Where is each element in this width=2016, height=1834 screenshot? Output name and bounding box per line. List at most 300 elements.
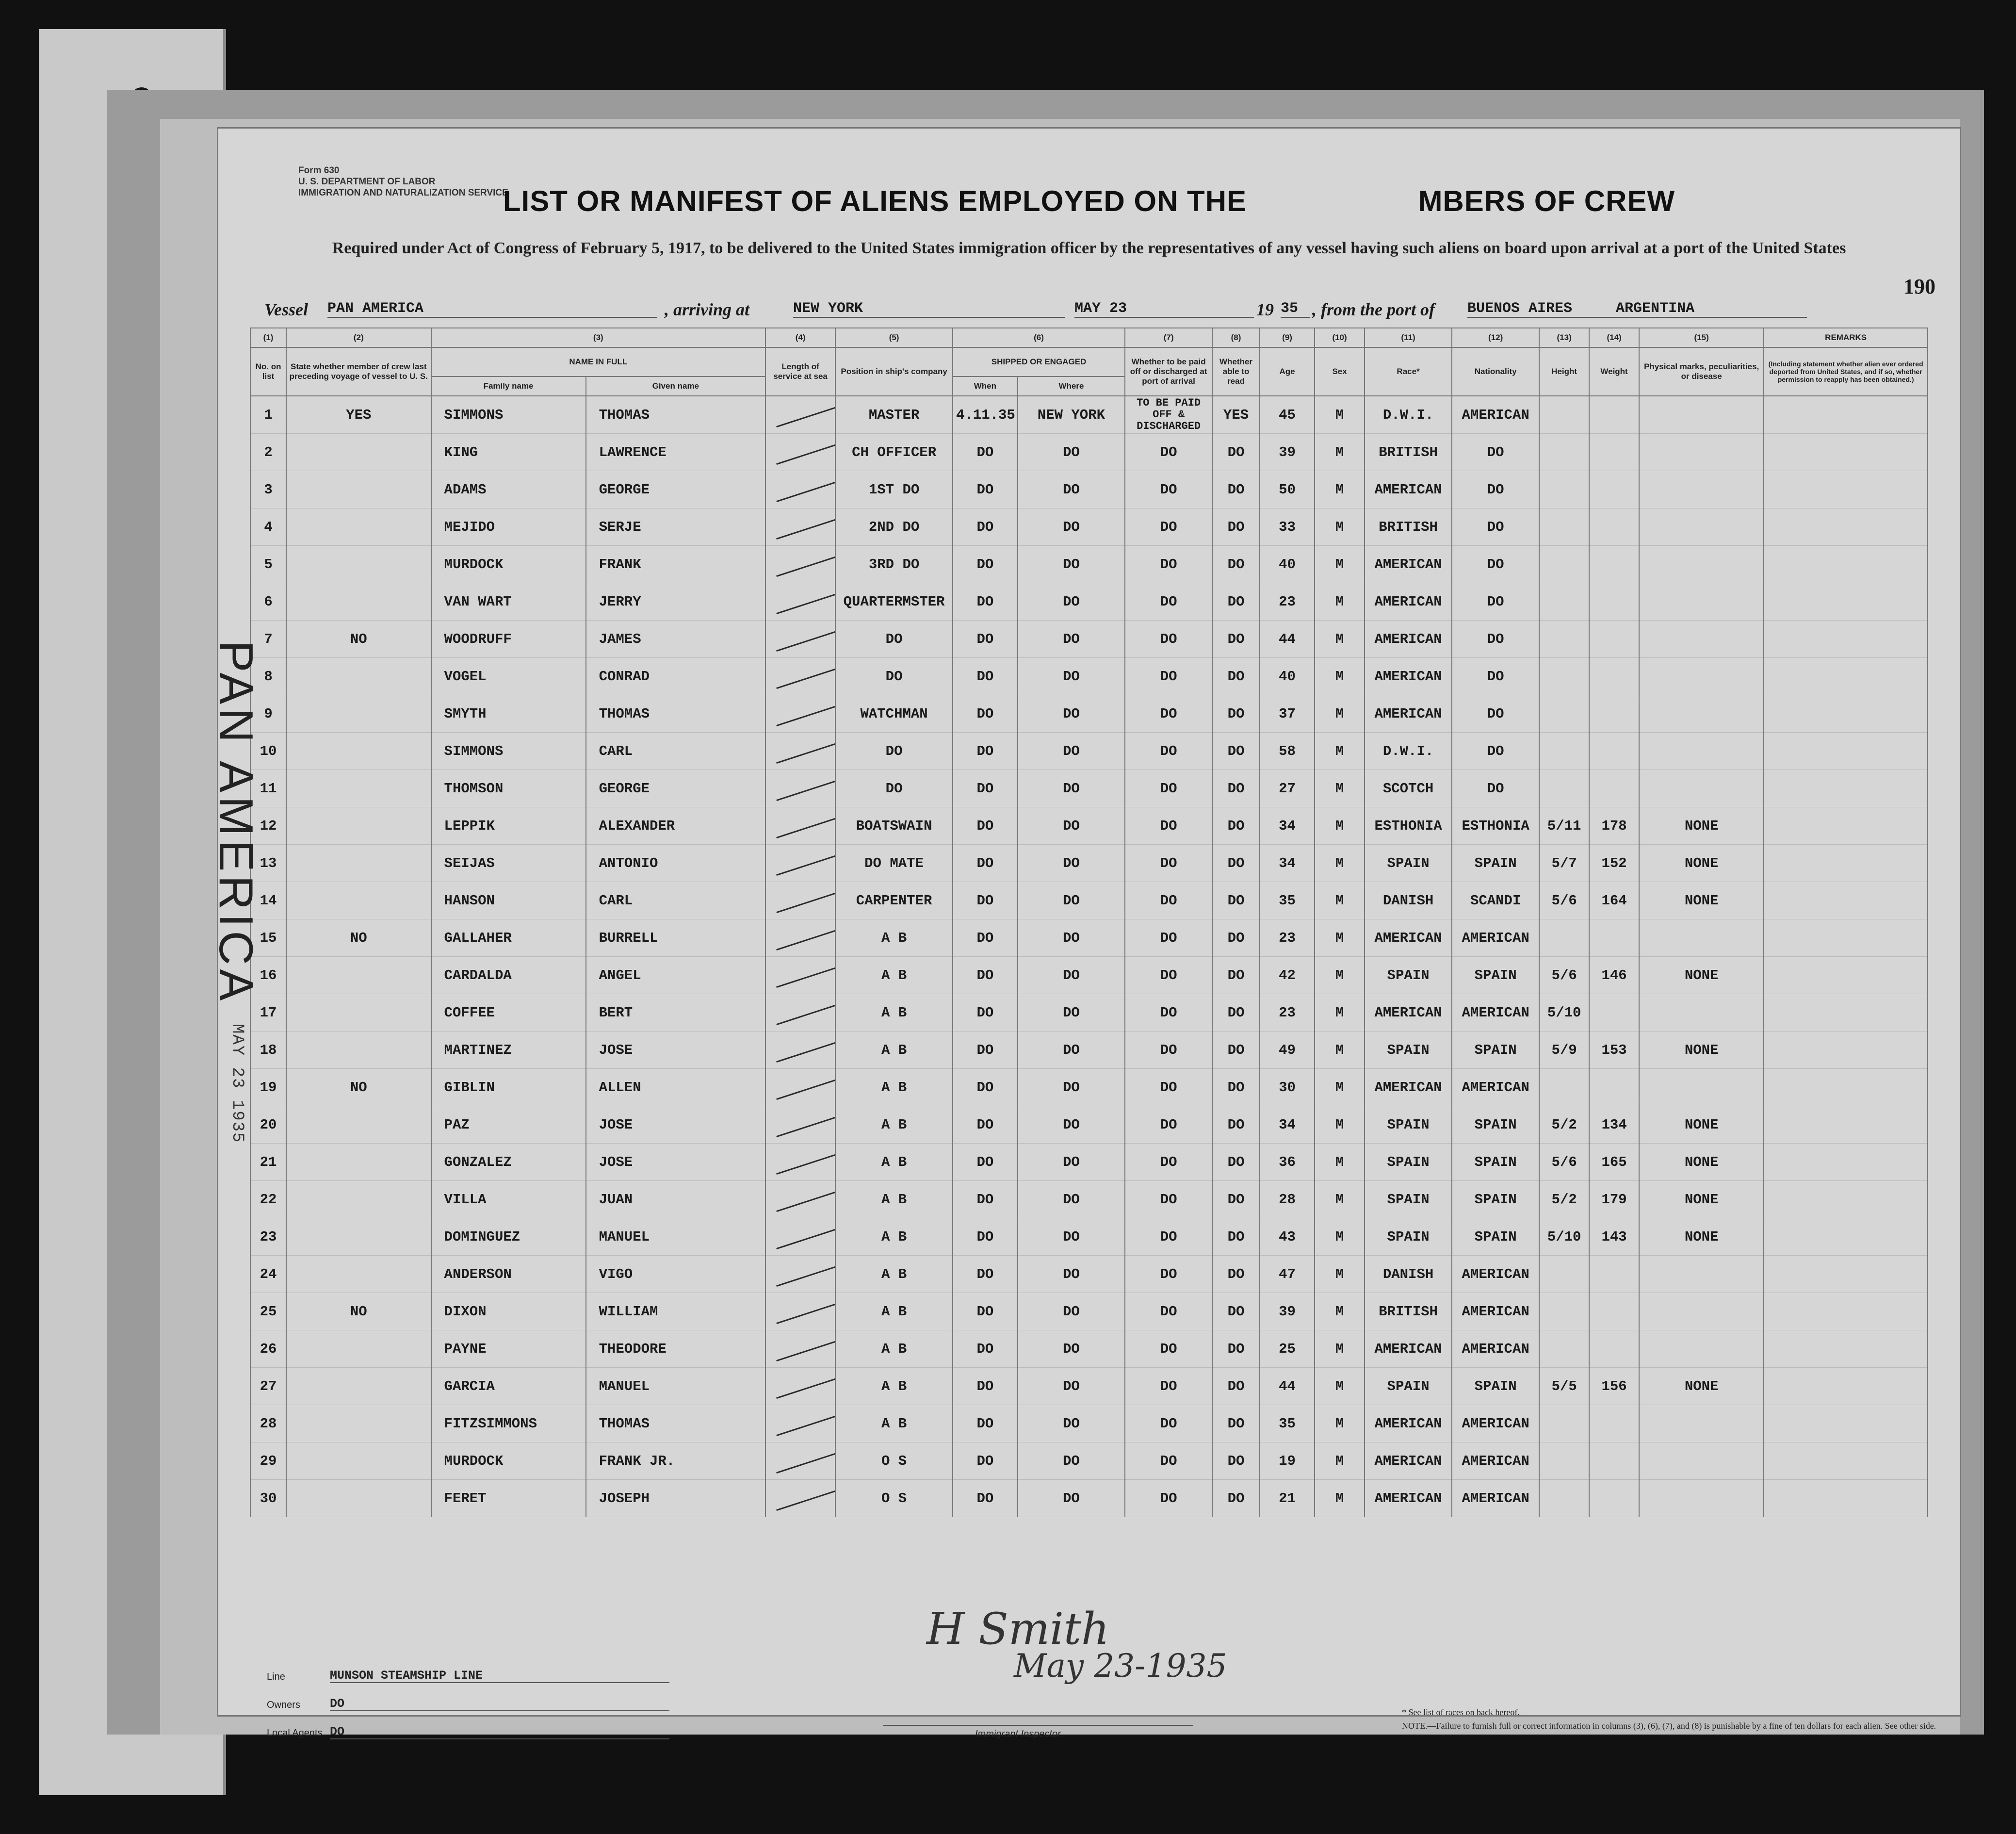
crew-manifest-table xyxy=(250,328,1928,1517)
cell-age: 23 xyxy=(1260,994,1315,1032)
cell-position: A B xyxy=(835,1181,953,1218)
cell-race: SPAIN xyxy=(1365,1032,1452,1069)
vessel-label: Vessel xyxy=(264,300,308,319)
col-num: (15) xyxy=(1639,328,1764,347)
table-row xyxy=(250,1032,1928,1069)
cell-paid-off: DO xyxy=(1125,434,1212,471)
cell-sex: M xyxy=(1315,621,1365,658)
cell-shipped-when: DO xyxy=(953,1405,1018,1442)
cell-given-name: THOMAS xyxy=(586,695,766,733)
cell-physical-marks xyxy=(1639,1330,1764,1368)
cell-list-no: 24 xyxy=(250,1256,286,1293)
cell-position: A B xyxy=(835,1069,953,1106)
cell-physical-marks: NONE xyxy=(1639,1218,1764,1256)
cell-given-name: THEODORE xyxy=(586,1330,766,1368)
cell-given-name: GEORGE xyxy=(586,770,766,807)
cell-family-name: PAYNE xyxy=(431,1330,586,1368)
cell-able-read: DO xyxy=(1212,508,1260,546)
cell-able-read: DO xyxy=(1212,807,1260,845)
cell-physical-marks xyxy=(1639,733,1764,770)
service-length-mark xyxy=(765,882,835,919)
cell-nationality: AMERICAN xyxy=(1452,994,1539,1032)
cell-race: AMERICAN xyxy=(1365,919,1452,957)
cell-shipped-when: DO xyxy=(953,1480,1018,1517)
col-num: (8) xyxy=(1212,328,1260,347)
cell-prev-voyage xyxy=(286,1218,431,1256)
cell-height: 5/7 xyxy=(1539,845,1589,882)
cell-position: 3RD DO xyxy=(835,546,953,583)
cell-paid-off: DO xyxy=(1125,1480,1212,1517)
cell-height xyxy=(1539,471,1589,508)
cell-race: SPAIN xyxy=(1365,1218,1452,1256)
cell-nationality: AMERICAN xyxy=(1452,1442,1539,1480)
cell-weight xyxy=(1589,1069,1639,1106)
cell-age: 39 xyxy=(1260,1293,1315,1330)
cell-position: A B xyxy=(835,1144,953,1181)
cell-prev-voyage xyxy=(286,658,431,695)
cell-shipped-where: DO xyxy=(1018,1144,1125,1181)
remarks-cell xyxy=(1764,994,1928,1032)
remarks-cell xyxy=(1764,658,1928,695)
cell-age: 58 xyxy=(1260,733,1315,770)
cell-family-name: THOMSON xyxy=(431,770,586,807)
cell-able-read: DO xyxy=(1212,770,1260,807)
cell-height xyxy=(1539,770,1589,807)
cell-family-name: MURDOCK xyxy=(431,546,586,583)
cell-physical-marks xyxy=(1639,396,1764,434)
table-row xyxy=(250,1069,1928,1106)
cell-shipped-where: DO xyxy=(1018,583,1125,621)
remarks-cell xyxy=(1764,621,1928,658)
cell-prev-voyage xyxy=(286,1256,431,1293)
cell-nationality: SPAIN xyxy=(1452,957,1539,994)
col-list-no: No. on list xyxy=(250,347,286,396)
cell-weight xyxy=(1589,1293,1639,1330)
cell-race: AMERICAN xyxy=(1365,658,1452,695)
col-num: (14) xyxy=(1589,328,1639,347)
cell-able-read: DO xyxy=(1212,695,1260,733)
cell-prev-voyage xyxy=(286,845,431,882)
cell-age: 23 xyxy=(1260,583,1315,621)
cell-list-no: 21 xyxy=(250,1144,286,1181)
cell-nationality: DO xyxy=(1452,770,1539,807)
cell-list-no: 30 xyxy=(250,1480,286,1517)
cell-physical-marks xyxy=(1639,994,1764,1032)
cell-list-no: 15 xyxy=(250,919,286,957)
cell-family-name: VAN WART xyxy=(431,583,586,621)
table-row xyxy=(250,1405,1928,1442)
cell-family-name: VILLA xyxy=(431,1181,586,1218)
cell-shipped-when: DO xyxy=(953,957,1018,994)
cell-shipped-when: DO xyxy=(953,994,1018,1032)
cell-weight xyxy=(1589,1256,1639,1293)
cell-height: 5/10 xyxy=(1539,1218,1589,1256)
cell-height xyxy=(1539,658,1589,695)
col-position: Position in ship's company xyxy=(835,347,953,396)
cell-able-read: DO xyxy=(1212,658,1260,695)
cell-weight xyxy=(1589,733,1639,770)
cell-sex: M xyxy=(1315,1405,1365,1442)
service-length-mark xyxy=(765,994,835,1032)
cell-age: 25 xyxy=(1260,1330,1315,1368)
cell-given-name: GEORGE xyxy=(586,471,766,508)
cell-shipped-when: DO xyxy=(953,770,1018,807)
service-length-mark xyxy=(765,1181,835,1218)
cell-position: A B xyxy=(835,1032,953,1069)
cell-race: AMERICAN xyxy=(1365,583,1452,621)
cell-physical-marks xyxy=(1639,508,1764,546)
table-row xyxy=(250,1293,1928,1330)
arriving-label: , arriving at xyxy=(665,300,750,319)
cell-weight xyxy=(1589,546,1639,583)
cell-prev-voyage xyxy=(286,1480,431,1517)
cell-paid-off: DO xyxy=(1125,994,1212,1032)
cell-shipped-when: DO xyxy=(953,1368,1018,1405)
cell-shipped-when: DO xyxy=(953,1330,1018,1368)
cell-shipped-when: DO xyxy=(953,1144,1018,1181)
remarks-cell xyxy=(1764,1181,1928,1218)
cell-height xyxy=(1539,396,1589,434)
cell-shipped-when: DO xyxy=(953,1032,1018,1069)
cell-given-name: BURRELL xyxy=(586,919,766,957)
col-name-in-full: NAME IN FULL xyxy=(431,347,766,377)
cell-age: 47 xyxy=(1260,1256,1315,1293)
cell-able-read: DO xyxy=(1212,1256,1260,1293)
cell-physical-marks xyxy=(1639,1442,1764,1480)
cell-given-name: FRANK xyxy=(586,546,766,583)
cell-paid-off: DO xyxy=(1125,807,1212,845)
cell-height xyxy=(1539,919,1589,957)
table-row xyxy=(250,845,1928,882)
remarks-cell xyxy=(1764,807,1928,845)
cell-position: A B xyxy=(835,1218,953,1256)
cell-list-no: 27 xyxy=(250,1368,286,1405)
signature-date: May 23-1935 xyxy=(1014,1647,1227,1685)
cell-race: AMERICAN xyxy=(1365,1480,1452,1517)
cell-able-read: DO xyxy=(1212,1181,1260,1218)
remarks-cell xyxy=(1764,1480,1928,1517)
cell-paid-off: DO xyxy=(1125,882,1212,919)
cell-family-name: SIMMONS xyxy=(431,733,586,770)
remarks-cell xyxy=(1764,1144,1928,1181)
cell-able-read: YES xyxy=(1212,396,1260,434)
cell-age: 43 xyxy=(1260,1218,1315,1256)
cell-list-no: 22 xyxy=(250,1181,286,1218)
cell-position: A B xyxy=(835,1330,953,1368)
cell-race: SPAIN xyxy=(1365,1368,1452,1405)
cell-paid-off: DO xyxy=(1125,957,1212,994)
cell-family-name: KING xyxy=(431,434,586,471)
remarks-cell xyxy=(1764,396,1928,434)
service-length-mark xyxy=(765,1069,835,1106)
cell-position: A B xyxy=(835,1106,953,1144)
cell-able-read: DO xyxy=(1212,1144,1260,1181)
cell-paid-off: DO xyxy=(1125,1405,1212,1442)
cell-family-name: HANSON xyxy=(431,882,586,919)
cell-nationality: SPAIN xyxy=(1452,1032,1539,1069)
table-row xyxy=(250,508,1928,546)
cell-sex: M xyxy=(1315,845,1365,882)
table-row xyxy=(250,994,1928,1032)
cell-list-no: 25 xyxy=(250,1293,286,1330)
cell-position: CARPENTER xyxy=(835,882,953,919)
cell-shipped-where: DO xyxy=(1018,658,1125,695)
cell-physical-marks: NONE xyxy=(1639,882,1764,919)
col-remarks-sub: (Including statement whether alien ever ordered deported from United States, and if so, whether permission to reapply has been obtained.) xyxy=(1764,347,1928,396)
cell-given-name: VIGO xyxy=(586,1256,766,1293)
cell-sex: M xyxy=(1315,1181,1365,1218)
service-length-mark xyxy=(765,658,835,695)
cell-height xyxy=(1539,621,1589,658)
cell-position: 2ND DO xyxy=(835,508,953,546)
cell-paid-off: DO xyxy=(1125,1106,1212,1144)
remarks-cell xyxy=(1764,546,1928,583)
cell-paid-off: DO xyxy=(1125,1144,1212,1181)
cell-height: 5/6 xyxy=(1539,1144,1589,1181)
cell-shipped-where: DO xyxy=(1018,695,1125,733)
cell-sex: M xyxy=(1315,658,1365,695)
cell-position: DO MATE xyxy=(835,845,953,882)
cell-prev-voyage: NO xyxy=(286,621,431,658)
cell-paid-off: DO xyxy=(1125,1032,1212,1069)
cell-shipped-when: DO xyxy=(953,1106,1018,1144)
cell-nationality: SCANDI xyxy=(1452,882,1539,919)
cell-given-name: SERJE xyxy=(586,508,766,546)
cell-given-name: CARL xyxy=(586,882,766,919)
owners-value: DO xyxy=(330,1697,669,1711)
list-number: 190 xyxy=(1903,275,1935,298)
cell-weight xyxy=(1589,621,1639,658)
cell-height: 5/2 xyxy=(1539,1106,1589,1144)
col-height: Height xyxy=(1539,347,1589,396)
cell-height xyxy=(1539,1480,1589,1517)
cell-able-read: DO xyxy=(1212,1032,1260,1069)
cell-prev-voyage xyxy=(286,1405,431,1442)
col-num: (3) xyxy=(431,328,766,347)
cell-prev-voyage xyxy=(286,695,431,733)
cell-able-read: DO xyxy=(1212,957,1260,994)
col-physical-marks: Physical marks, peculiarities, or disease xyxy=(1639,347,1764,396)
cell-shipped-when: DO xyxy=(953,583,1018,621)
cell-sex: M xyxy=(1315,1218,1365,1256)
cell-race: SPAIN xyxy=(1365,845,1452,882)
from-port-label: , from the port of xyxy=(1312,300,1435,319)
cell-weight: 153 xyxy=(1589,1032,1639,1069)
department-label: U. S. DEPARTMENT OF LABOR xyxy=(298,177,436,187)
cell-able-read: DO xyxy=(1212,583,1260,621)
cell-shipped-when: DO xyxy=(953,508,1018,546)
cell-shipped-when: DO xyxy=(953,1218,1018,1256)
cell-height xyxy=(1539,1069,1589,1106)
cell-weight: 156 xyxy=(1589,1368,1639,1405)
line-label: Line xyxy=(267,1671,285,1682)
cell-nationality: SPAIN xyxy=(1452,1106,1539,1144)
col-num: (10) xyxy=(1315,328,1365,347)
cell-shipped-where: DO xyxy=(1018,1442,1125,1480)
remarks-cell xyxy=(1764,508,1928,546)
service-length-mark xyxy=(765,957,835,994)
cell-family-name: COFFEE xyxy=(431,994,586,1032)
cell-given-name: BERT xyxy=(586,994,766,1032)
cell-list-no: 29 xyxy=(250,1442,286,1480)
table-row xyxy=(250,770,1928,807)
cell-position: O S xyxy=(835,1480,953,1517)
remarks-cell xyxy=(1764,1330,1928,1368)
cell-race: AMERICAN xyxy=(1365,1442,1452,1480)
cell-paid-off: DO xyxy=(1125,733,1212,770)
cell-position: A B xyxy=(835,1405,953,1442)
cell-age: 42 xyxy=(1260,957,1315,994)
cell-given-name: THOMAS xyxy=(586,396,766,434)
cell-paid-off: DO xyxy=(1125,1069,1212,1106)
cell-able-read: DO xyxy=(1212,845,1260,882)
cell-weight xyxy=(1589,658,1639,695)
remarks-cell xyxy=(1764,1368,1928,1405)
col-weight: Weight xyxy=(1589,347,1639,396)
cell-weight: 164 xyxy=(1589,882,1639,919)
cell-list-no: 14 xyxy=(250,882,286,919)
table-row xyxy=(250,1442,1928,1480)
cell-sex: M xyxy=(1315,695,1365,733)
remarks-cell xyxy=(1764,1069,1928,1106)
col-paid-off: Whether to be paid off or discharged at port of arrival xyxy=(1125,347,1212,396)
cell-prev-voyage xyxy=(286,508,431,546)
cell-shipped-where: DO xyxy=(1018,471,1125,508)
cell-shipped-where: DO xyxy=(1018,1181,1125,1218)
cell-list-no: 16 xyxy=(250,957,286,994)
cell-shipped-where: DO xyxy=(1018,845,1125,882)
cell-shipped-when: DO xyxy=(953,471,1018,508)
cell-list-no: 9 xyxy=(250,695,286,733)
cell-position: DO xyxy=(835,658,953,695)
table-row xyxy=(250,434,1928,471)
col-num: (5) xyxy=(835,328,953,347)
penalty-note: NOTE.—Failure to furnish full or correct information in columns (3), (6), (7), and (8) is punishable by a fine of ten dollars for each alien. See other side. xyxy=(1402,1721,1936,1731)
cell-physical-marks: NONE xyxy=(1639,957,1764,994)
cell-paid-off: DO xyxy=(1125,1330,1212,1368)
cell-shipped-where: DO xyxy=(1018,1368,1125,1405)
cell-nationality: SPAIN xyxy=(1452,1368,1539,1405)
cell-race: AMERICAN xyxy=(1365,994,1452,1032)
cell-list-no: 1 xyxy=(250,396,286,434)
cell-able-read: DO xyxy=(1212,546,1260,583)
col-where: Where xyxy=(1018,377,1125,396)
cell-nationality: SPAIN xyxy=(1452,845,1539,882)
cell-sex: M xyxy=(1315,807,1365,845)
remarks-cell xyxy=(1764,1405,1928,1442)
cell-height xyxy=(1539,546,1589,583)
cell-given-name: ALLEN xyxy=(586,1069,766,1106)
cell-given-name: JOSE xyxy=(586,1144,766,1181)
cell-sex: M xyxy=(1315,471,1365,508)
cell-height xyxy=(1539,1405,1589,1442)
service-length-mark xyxy=(765,1106,835,1144)
cell-list-no: 13 xyxy=(250,845,286,882)
cell-nationality: AMERICAN xyxy=(1452,1480,1539,1517)
cell-height xyxy=(1539,508,1589,546)
cell-shipped-where: DO xyxy=(1018,807,1125,845)
cell-height xyxy=(1539,1293,1589,1330)
cell-position: A B xyxy=(835,1256,953,1293)
cell-paid-off: TO BE PAID OFF & DISCHARGED xyxy=(1125,396,1212,434)
cell-race: AMERICAN xyxy=(1365,471,1452,508)
cell-height xyxy=(1539,1442,1589,1480)
cell-height: 5/10 xyxy=(1539,994,1589,1032)
cell-race: D.W.I. xyxy=(1365,733,1452,770)
cell-age: 40 xyxy=(1260,546,1315,583)
cell-physical-marks xyxy=(1639,919,1764,957)
owners-label: Owners xyxy=(267,1700,300,1710)
cell-height xyxy=(1539,1330,1589,1368)
cell-shipped-where: DO xyxy=(1018,770,1125,807)
cell-list-no: 6 xyxy=(250,583,286,621)
cell-height: 5/5 xyxy=(1539,1368,1589,1405)
table-row xyxy=(250,882,1928,919)
cell-age: 28 xyxy=(1260,1181,1315,1218)
cell-physical-marks: NONE xyxy=(1639,1368,1764,1405)
cell-height: 5/6 xyxy=(1539,957,1589,994)
remarks-cell xyxy=(1764,1032,1928,1069)
remarks-cell xyxy=(1764,1293,1928,1330)
cell-paid-off: DO xyxy=(1125,1181,1212,1218)
races-note: * See list of races on back hereof. xyxy=(1402,1707,1520,1717)
cell-nationality: AMERICAN xyxy=(1452,1069,1539,1106)
cell-nationality: SPAIN xyxy=(1452,1218,1539,1256)
cell-list-no: 2 xyxy=(250,434,286,471)
cell-age: 44 xyxy=(1260,1368,1315,1405)
cell-nationality: AMERICAN xyxy=(1452,396,1539,434)
table-row xyxy=(250,1106,1928,1144)
cell-family-name: LEPPIK xyxy=(431,807,586,845)
cell-weight: 179 xyxy=(1589,1181,1639,1218)
cell-physical-marks: NONE xyxy=(1639,1032,1764,1069)
cell-age: 19 xyxy=(1260,1442,1315,1480)
cell-list-no: 17 xyxy=(250,994,286,1032)
cell-shipped-where: DO xyxy=(1018,1256,1125,1293)
cell-nationality: DO xyxy=(1452,546,1539,583)
col-num: (12) xyxy=(1452,328,1539,347)
cell-shipped-where: DO xyxy=(1018,1106,1125,1144)
cell-given-name: THOMAS xyxy=(586,1405,766,1442)
cell-weight: 134 xyxy=(1589,1106,1639,1144)
cell-shipped-where: DO xyxy=(1018,957,1125,994)
cell-physical-marks xyxy=(1639,621,1764,658)
cell-weight xyxy=(1589,770,1639,807)
cell-given-name: JOSEPH xyxy=(586,1480,766,1517)
cell-given-name: WILLIAM xyxy=(586,1293,766,1330)
remarks-cell xyxy=(1764,882,1928,919)
service-length-mark xyxy=(765,1218,835,1256)
cell-age: 33 xyxy=(1260,508,1315,546)
cell-physical-marks xyxy=(1639,1405,1764,1442)
cell-age: 21 xyxy=(1260,1480,1315,1517)
cell-nationality: DO xyxy=(1452,733,1539,770)
cell-shipped-where: DO xyxy=(1018,1293,1125,1330)
cell-shipped-when: DO xyxy=(953,434,1018,471)
service-length-mark xyxy=(765,1368,835,1405)
table-row xyxy=(250,396,1928,434)
cell-sex: M xyxy=(1315,1032,1365,1069)
cell-family-name: DIXON xyxy=(431,1293,586,1330)
cell-able-read: DO xyxy=(1212,1480,1260,1517)
service-length-mark xyxy=(765,1256,835,1293)
cell-sex: M xyxy=(1315,957,1365,994)
service-length-mark xyxy=(765,471,835,508)
col-able-read: Whether able to read xyxy=(1212,347,1260,396)
cell-height xyxy=(1539,434,1589,471)
cell-sex: M xyxy=(1315,1442,1365,1480)
remarks-cell xyxy=(1764,919,1928,957)
